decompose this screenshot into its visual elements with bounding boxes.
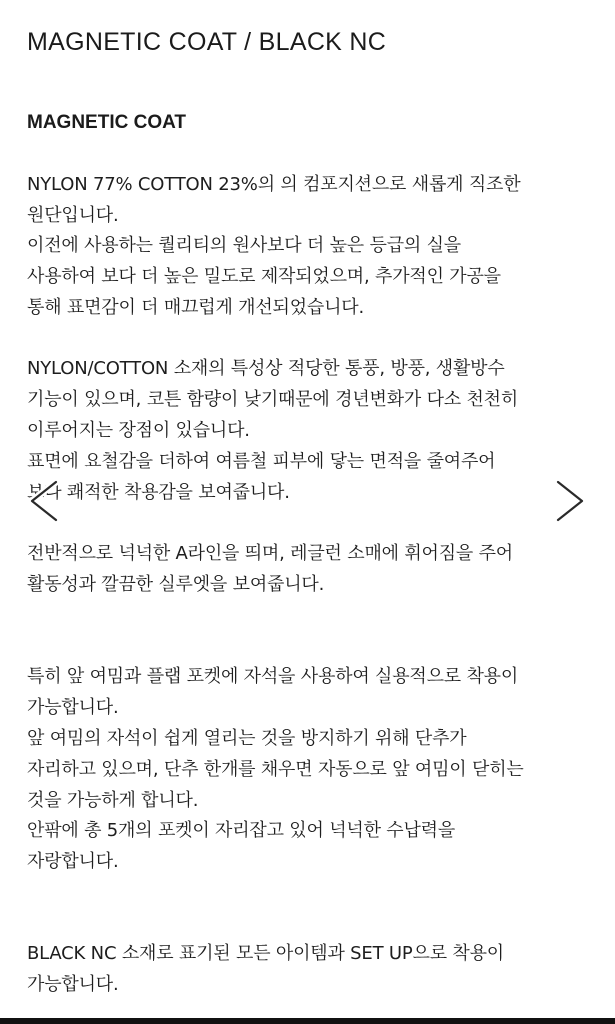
description-line: 특히 앞 여밈과 플랩 포켓에 자석을 사용하여 실용적으로 착용이 xyxy=(27,666,519,687)
description-line: 자랑합니다. xyxy=(27,851,119,872)
description-line: 보다 쾌적한 착용감을 보여줍니다. xyxy=(27,482,290,503)
description-line: 원단입니다. xyxy=(27,205,119,226)
description-line: 통해 표면감이 더 매끄럽게 개선되었습니다. xyxy=(27,297,364,318)
description-line: 사용하여 보다 더 높은 밀도로 제작되었으며, 추가적인 가공을 xyxy=(27,266,501,287)
description-line: 가능합니다. xyxy=(27,974,119,995)
description-line: BLACK NC 소재로 표기된 모든 아이템과 SET UP으로 착용이 xyxy=(27,943,504,964)
description-line: 앞 여밈의 자석이 쉽게 열리는 것을 방지하기 위해 단추가 xyxy=(27,728,467,749)
chevron-right-icon xyxy=(552,478,592,524)
description-line: 이루어지는 장점이 있습니다. xyxy=(27,420,250,441)
description-line: 가능합니다. xyxy=(27,697,119,718)
description-line: 자리하고 있으며, 단추 한개를 채우면 자동으로 앞 여밈이 닫히는 xyxy=(27,759,524,780)
product-subtitle: MAGNETIC COAT xyxy=(27,112,187,133)
chevron-left-icon xyxy=(22,478,62,524)
description-line: NYLON/COTTON 소재의 특성상 적당한 통풍, 방풍, 생활방수 xyxy=(27,358,505,379)
description-line: 기능이 있으며, 코튼 함량이 낮기때문에 경년변화가 다소 천천히 xyxy=(27,389,519,410)
description-line: 안팎에 총 5개의 포켓이 자리잡고 있어 넉넉한 수납력을 xyxy=(27,820,456,841)
previous-slide-button[interactable] xyxy=(22,478,62,524)
product-title: MAGNETIC COAT / BLACK NC xyxy=(27,28,387,56)
description-line: 전반적으로 넉넉한 A라인을 띄며, 레글런 소매에 휘어짐을 주어 xyxy=(27,543,513,564)
description-line: NYLON 77% COTTON 23%의 의 컴포지션으로 새롭게 직조한 xyxy=(27,174,521,195)
bottom-bar xyxy=(0,1018,615,1024)
description-line: 이전에 사용하는 퀄리티의 원사보다 더 높은 등급의 실을 xyxy=(27,235,461,256)
description-line: 표면에 요철감을 더하여 여름철 피부에 닿는 면적을 줄여주어 xyxy=(27,451,496,472)
description-line: 활동성과 깔끔한 실루엣을 보여줍니다. xyxy=(27,574,325,595)
description-line: 것을 가능하게 합니다. xyxy=(27,790,199,811)
next-slide-button[interactable] xyxy=(552,478,592,524)
